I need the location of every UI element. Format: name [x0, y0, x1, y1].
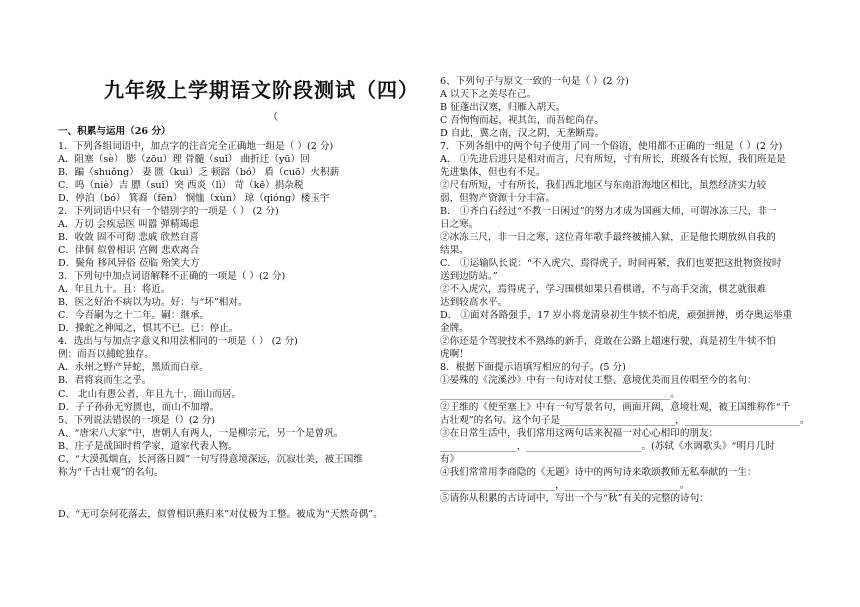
left-line-25: C、“大漠孤烟直，长河落日圆”一句写得意境深远，沉寂壮美，被王国维	[58, 454, 363, 465]
right-line-4: D 自此，冀之南，汉之阴，无垄断焉。	[440, 128, 605, 139]
left-line-9: C．律侗 似曾相识 宫阙 悲欢离合	[58, 245, 200, 256]
left-line-27: D、“无可奈何花落去，似曾相识燕归来”对仗极为工整。被成为“天然奇偶”。	[58, 509, 383, 520]
left-line-6: 2．下列词语中只有一个错别字的一项是（ ） (2 分)	[58, 206, 279, 217]
left-line-14: C．今吾嗣为之十二年。嗣：继承。	[58, 310, 210, 321]
left-line-12: A．年且九十。且：将近。	[58, 284, 171, 295]
left-line-15: D．操蛇之神闻之，惧其不已。已：停止。	[58, 323, 239, 334]
left-line-22: 5、下列说法错误的一项是（）(2 分)	[58, 415, 216, 426]
right-line-7: 先进集体，但也有不足。	[440, 167, 546, 178]
title-paren: （	[268, 112, 278, 123]
right-line-27: ③在日常生活中，我们常用这两句话来祝福一对心心相印的朋友：	[440, 428, 719, 439]
right-line-8: ②尺有所短，寸有所长，我们西北地区与东南沿海地区相比，虽然经济实力较	[440, 180, 767, 191]
left-line-2: A．阻塞（sè） 膨（zōu）理 骨髓（suǐ） 曲折迁（yū）回	[58, 154, 310, 165]
right-line-26: 古壮观”的名句。这个句子是________________________，________________________。	[440, 415, 810, 426]
left-line-13: B．医之好治不病以为功。好：与“坏”相对。	[58, 297, 248, 308]
right-line-5: 7．下列各组中的两个句子使用了同一个俗语，使用都不正确的一组是（ ）(2 分)	[440, 141, 783, 152]
left-line-3: B．蹁（shuǒng） 妻 匮（kuì）乏 顿踣（bó） 盾（cuō）火积薪	[58, 167, 340, 178]
left-line-10: D．鬓角 移风异俗 莅临 殆笑大方	[58, 258, 200, 269]
right-line-23: ①晏殊的《浣溪沙》中有一句诗对仗工整、意境优美而且传唱至今的名句：	[440, 375, 757, 386]
page-title: 九年级上学期语文阶段测试（四）	[104, 78, 419, 102]
right-line-14: C． ①运输队长说：“不入虎穴，焉得虎子，时间再紧，我们也要把这批物资按时	[440, 258, 782, 269]
right-line-12: ②冰冻三尺，非一日之寒，这位青年歌手最终被捕入狱，正是他长期放纵自我的	[440, 232, 776, 243]
left-line-20: C． 北山有愚公者，年且九十，面山而居。	[58, 389, 242, 400]
right-line-30: ④我们常常用李商隐的《无题》诗中的两句诗来歌颂教师无私奉献的一生：	[440, 467, 757, 478]
left-line-26: 称为“千古壮观”的名句。	[58, 467, 164, 478]
right-line-22: 8．根据下面提示语填写相应的句子。(5 分)	[440, 362, 626, 373]
right-line-17: 达到较高水平。	[440, 297, 508, 308]
right-line-24: ________________________________________________。	[440, 389, 680, 400]
left-line-19: B．君将哀而生之乎。	[58, 375, 152, 386]
left-line-24: B、庄子是战国时哲学家，道家代表人物。	[58, 441, 238, 452]
right-line-15: 送到边防站。”	[440, 271, 498, 282]
right-line-28: ________________，________________________。(苏轼《水调歌头》“明月几时	[440, 441, 775, 452]
left-line-4: C．呜（niè）吉 膘（suǐ）突 西炎（lì） 苛（kē）捐杂税	[58, 180, 304, 191]
right-line-9: 弱，但物产资源十分丰富。	[440, 193, 556, 204]
right-line-32: ⑤请你从积累的古诗词中，写出一个与“秋”有关的完整的诗句：	[440, 493, 709, 504]
left-line-16: 4．选出与与加点字意义和用法相同的一项是（ ） (2 分)	[58, 336, 298, 347]
right-line-21: 虎啊！	[440, 349, 469, 360]
right-line-1: A 以天下之美尽在己。	[440, 89, 537, 100]
left-line-17: 例：而吾以捕蛇独存。	[58, 349, 154, 360]
left-line-0: 一、积累与运用（26 分）	[58, 126, 171, 137]
right-line-6: A． ①先进后进只是相对而言，尺有所短，寸有所长，班级各有长短，我们班是是	[440, 154, 786, 165]
left-line-11: 3．下列句中加点词语解释不正确的一项是（ ）(2 分)	[58, 271, 286, 282]
right-line-0: 6、下列句子与原文一致的一句是（ ）(2 分)	[440, 76, 629, 87]
right-line-20: ②你还是个驾驶技术不熟练的新手，竟敢在公路上超速行驶，真是初生牛犊不怕	[440, 336, 776, 347]
right-line-19: 金牌。	[440, 323, 469, 334]
right-line-18: D． ①面对各路强手，17 岁小将龙清泉初生牛犊不怕虎，顽强拼搏，勇夺奥运举重	[440, 310, 793, 321]
left-line-8: B．收敛 固不可彻 悲戚 欣然自喜	[58, 232, 199, 243]
right-line-10: B． ①齐白石经过“不教一日闲过”的努力才成为国画大师，可谓冰冻三尺，非一	[440, 206, 777, 217]
right-line-2: B 征蓬出汉塞，归雁入胡天。	[440, 102, 566, 113]
right-line-16: ②不入虎穴，焉得虎子，学习围棋如果只看棋谱，不与高手交流，棋艺就很难	[440, 284, 767, 295]
right-line-11: 日之寒。	[440, 219, 479, 230]
left-line-23: A、“唐宋八大家”中，唐朝人有两人，一是柳宗元，另一个是曾巩。	[58, 428, 344, 439]
right-line-29: 有》	[440, 454, 460, 465]
left-line-5: D．停泊（bó） 箕裔（fēn） 悯恤（xùn） 琼（qióng）楼玉宇	[58, 193, 330, 204]
left-line-1: 1．下列各组词语中，加点字的注音完全正确地一组是（ ）(2 分)	[58, 141, 334, 152]
right-line-3: C 吾恂恂而起，视其缶，而吾蛇尚存。	[440, 115, 604, 126]
left-line-21: D．子子孙孙无穷匮也，而山不加增。	[58, 402, 220, 413]
left-line-18: A．永州之野产异蛇，黑质而白章。	[58, 362, 209, 373]
right-line-13: 结果。	[440, 245, 469, 256]
right-line-25: ②王维的《使至塞上》中有一句写景名句，画面开阔，意境壮观，被王国维称作“千	[440, 402, 791, 413]
right-line-31: ________________________，________________________。	[440, 480, 690, 491]
left-line-7: A．万切 会疾忌医 叫嚣 弹精竭虑	[58, 219, 199, 230]
